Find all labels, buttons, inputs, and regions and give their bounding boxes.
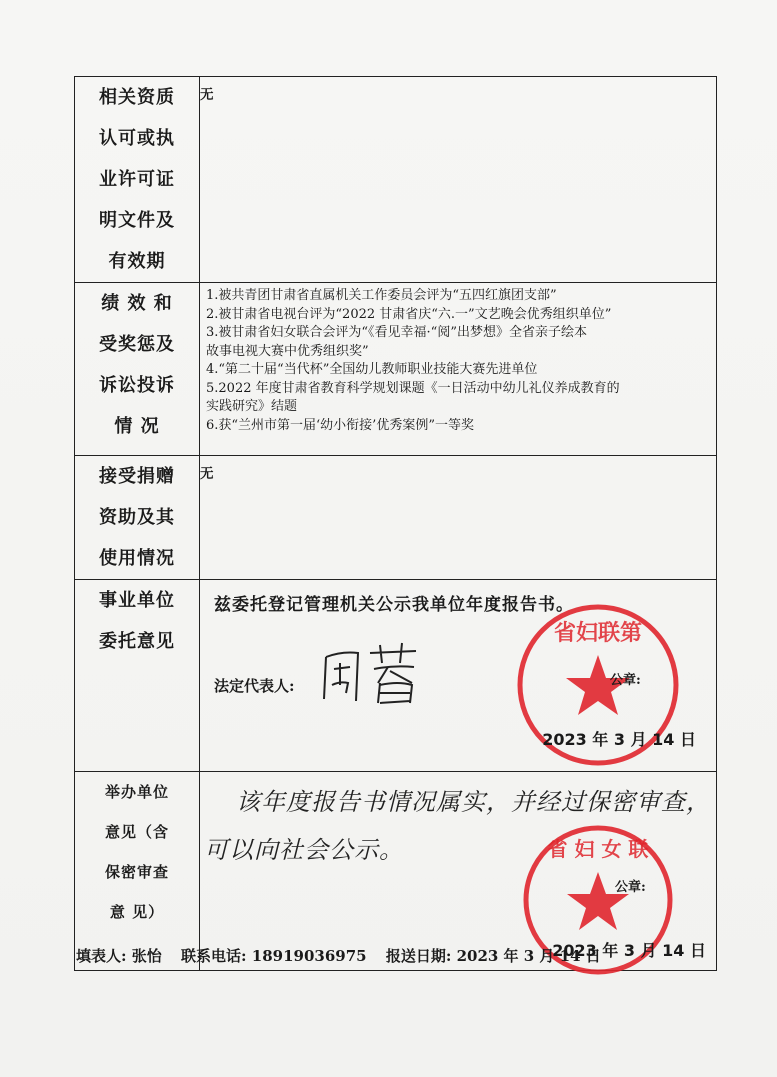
sponsor-row [75, 772, 717, 971]
award-item: 实践研究》结题 [206, 399, 298, 414]
awards-list-cell [200, 283, 717, 456]
label-line: 举办单位 [104, 783, 169, 801]
entrust-row [75, 580, 717, 772]
awards-row [75, 283, 717, 456]
donation-value-cell [200, 456, 717, 580]
label-line: 明文件及 [99, 210, 175, 231]
label-line: 相关资质 [99, 87, 175, 108]
entrust-label [75, 580, 200, 772]
label-line: 业许可证 [99, 169, 175, 190]
label-line: 有效期 [108, 251, 166, 272]
awards-label [75, 283, 200, 456]
sponsor-label [75, 772, 200, 971]
award-item: 3.被甘肃省妇女联合会评为“《看见幸福·“阅”出梦想》全省亲子绘本 [206, 325, 587, 340]
award-item: 故事电视大赛中优秀组织奖” [206, 343, 369, 359]
qualification-row [75, 77, 717, 283]
entrust-declaration: 兹委托登记管理机关公示我单位年度报告书。 [214, 595, 574, 615]
footer-info [76, 945, 615, 966]
seal-label: 公章: [615, 880, 646, 895]
award-item: 5.2022 年度甘肃省教育科学规划课题《一日活动中幼儿礼仪养成教育的 [206, 380, 620, 396]
legal-representative-label: 法定代表人: [214, 677, 295, 695]
award-item: 6.获“兰州市第一届‘幼小衔接’优秀案例”一等奖 [206, 417, 474, 433]
sponsor-handwritten-opinion-line2: 可以向社会公示。 [204, 836, 404, 864]
donation-label [75, 456, 200, 580]
label-line: 认可或执 [99, 128, 175, 149]
label-line: 意 见） [109, 903, 165, 921]
entrust-content-cell [200, 580, 717, 772]
svg-text:省 妇 女 联: 省 妇 女 联 [547, 837, 649, 861]
annual-report-table [74, 76, 717, 971]
seal-label: 公章: [610, 673, 641, 688]
sponsor-content-cell [200, 772, 717, 971]
label-line: 接受捐赠 [99, 466, 175, 487]
label-line: 意见（含 [104, 823, 169, 841]
award-item: 1.被共青团甘肃省直属机关工作委员会评为“五四红旗团支部” [206, 288, 557, 303]
report-date: 报送日期: 2023 年 3 月 14 日 [385, 947, 601, 965]
award-item: 4.“第二十届“当代杯”全国幼儿教师职业技能大赛先进单位 [206, 362, 538, 377]
qualification-value: 无 [200, 87, 214, 103]
filler-name: 填表人: 张怡 [76, 947, 162, 965]
qualification-value-cell [200, 77, 717, 283]
label-line: 保密审查 [104, 863, 169, 881]
award-item: 2.被甘肃省电视台评为“2022 甘肃省庆“六.一”文艺晚会优秀组织单位” [206, 306, 612, 322]
qualification-label [75, 77, 200, 283]
label-line: 事业单位 [99, 590, 175, 611]
legal-representative-signature [318, 637, 428, 707]
sponsor-date: 2023 年 3 月 14 日 [552, 941, 706, 960]
label-line: 绩 效 和 [101, 293, 173, 314]
donation-value: 无 [200, 466, 214, 482]
contact-phone: 联系电话: 18919036975 [181, 947, 367, 965]
awards-list [206, 287, 710, 435]
svg-text:省妇联第: 省妇联第 [553, 620, 643, 646]
label-line: 使用情况 [99, 548, 175, 569]
label-line: 受奖惩及 [99, 334, 175, 355]
entrust-date: 2023 年 3 月 14 日 [542, 730, 696, 749]
label-line: 情 况 [114, 416, 160, 437]
donation-row [75, 456, 717, 580]
sponsor-handwritten-opinion-line1: 该年度报告书情况属实，并经过保密审查， [236, 788, 711, 816]
label-line: 诉讼投诉 [99, 375, 175, 396]
label-line: 资助及其 [99, 507, 175, 528]
label-line: 委托意见 [99, 631, 175, 652]
